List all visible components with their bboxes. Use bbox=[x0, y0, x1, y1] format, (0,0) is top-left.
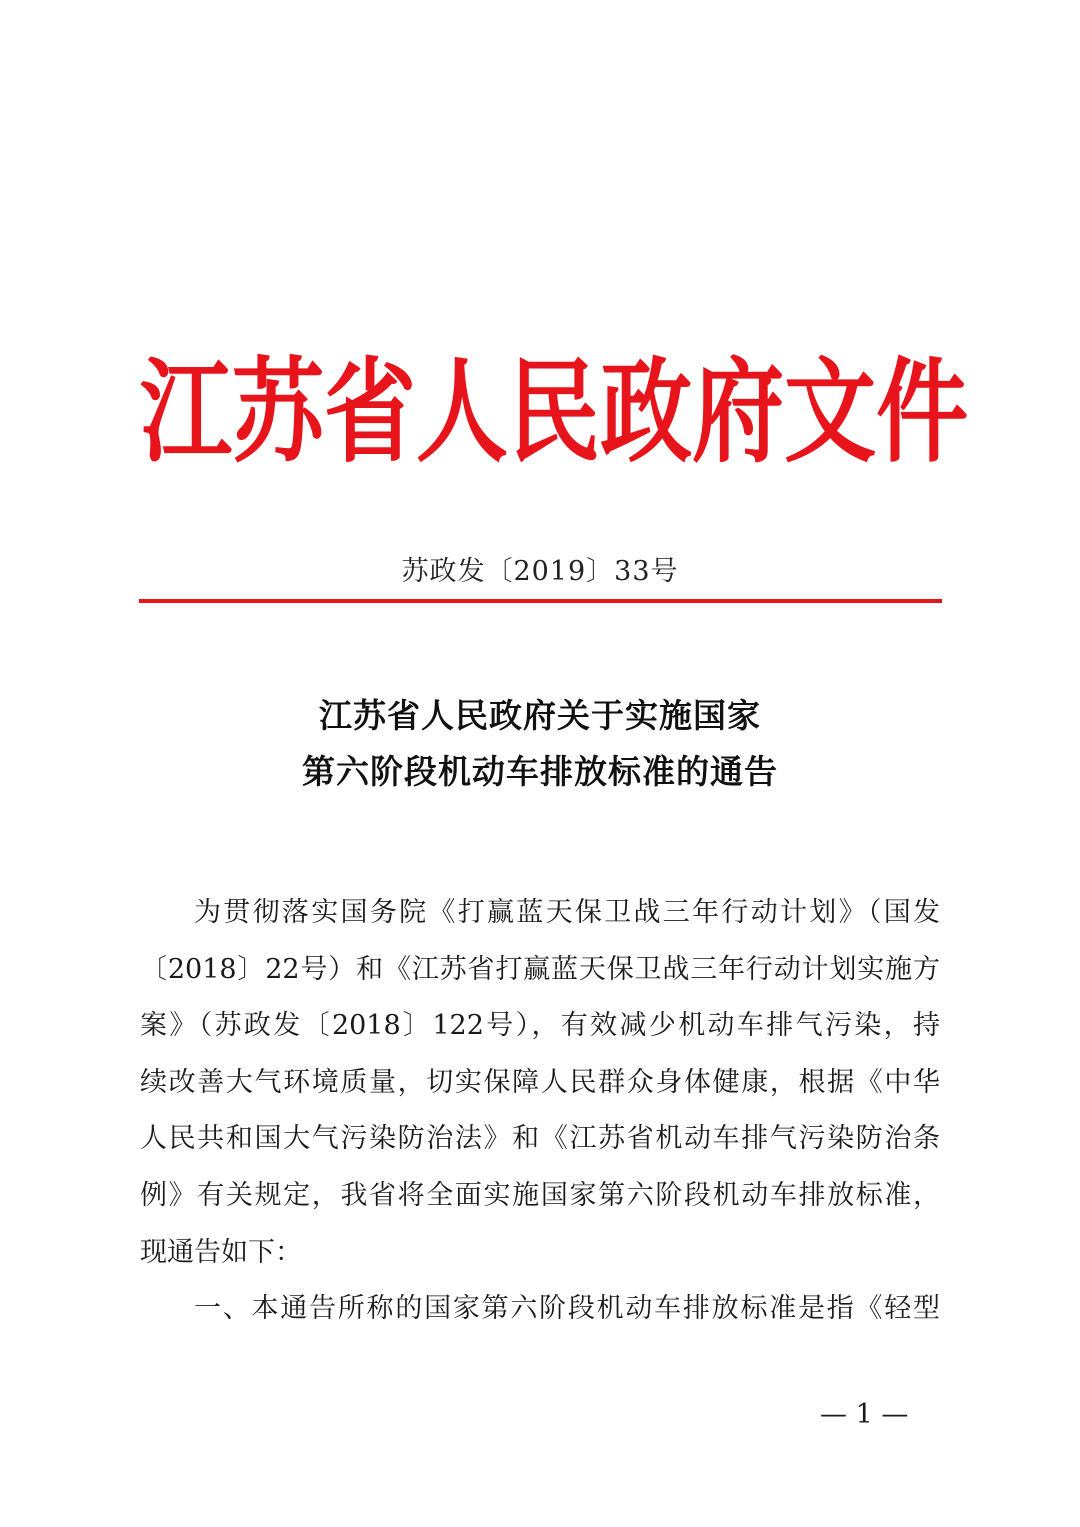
masthead-char: 件 bbox=[876, 347, 969, 478]
page-number: — 1 — bbox=[820, 1399, 909, 1430]
masthead-char: 江 bbox=[140, 347, 233, 478]
body-line: 例》有关规定，我省将全面实施国家第六阶段机动车排放标准， bbox=[140, 1179, 940, 1211]
masthead-title bbox=[140, 347, 969, 478]
body-paragraphs bbox=[140, 885, 940, 1338]
body-line: 案》（苏政发〔2018〕122号），有效减少机动车排气污染，持 bbox=[140, 1010, 940, 1042]
red-divider-line bbox=[139, 599, 942, 603]
body-line: 续改善大气环境质量，切实保障人民群众身体健康，根据《中华 bbox=[140, 1066, 940, 1098]
body-line: 〔2018〕22号）和《江苏省打赢蓝天保卫战三年行动计划实施方 bbox=[140, 953, 940, 985]
masthead-char: 民 bbox=[508, 347, 601, 478]
body-line: 为贯彻落实国务院《打赢蓝天保卫战三年行动计划》（国发 bbox=[194, 897, 940, 928]
masthead-char: 文 bbox=[784, 347, 877, 478]
body-line: 现通告如下： bbox=[140, 1236, 302, 1268]
masthead-char: 省 bbox=[324, 347, 417, 478]
masthead-char: 政 bbox=[600, 347, 693, 478]
body-line: 一、本通告所称的国家第六阶段机动车排放标准是指《轻型 bbox=[194, 1293, 940, 1325]
body-line: 人民共和国大气污染防治法》和《江苏省机动车排气污染防治条 bbox=[140, 1123, 940, 1155]
document-number: 苏政发〔2019〕33号 bbox=[401, 556, 679, 587]
masthead-char: 苏 bbox=[232, 347, 325, 478]
masthead-char: 人 bbox=[416, 347, 509, 478]
document-title bbox=[0, 688, 1080, 800]
document-title-line-2: 第六阶段机动车排放标准的通告 bbox=[302, 752, 778, 791]
masthead-char: 府 bbox=[692, 347, 785, 478]
document-title-line-1: 江苏省人民政府关于实施国家 bbox=[319, 696, 761, 735]
